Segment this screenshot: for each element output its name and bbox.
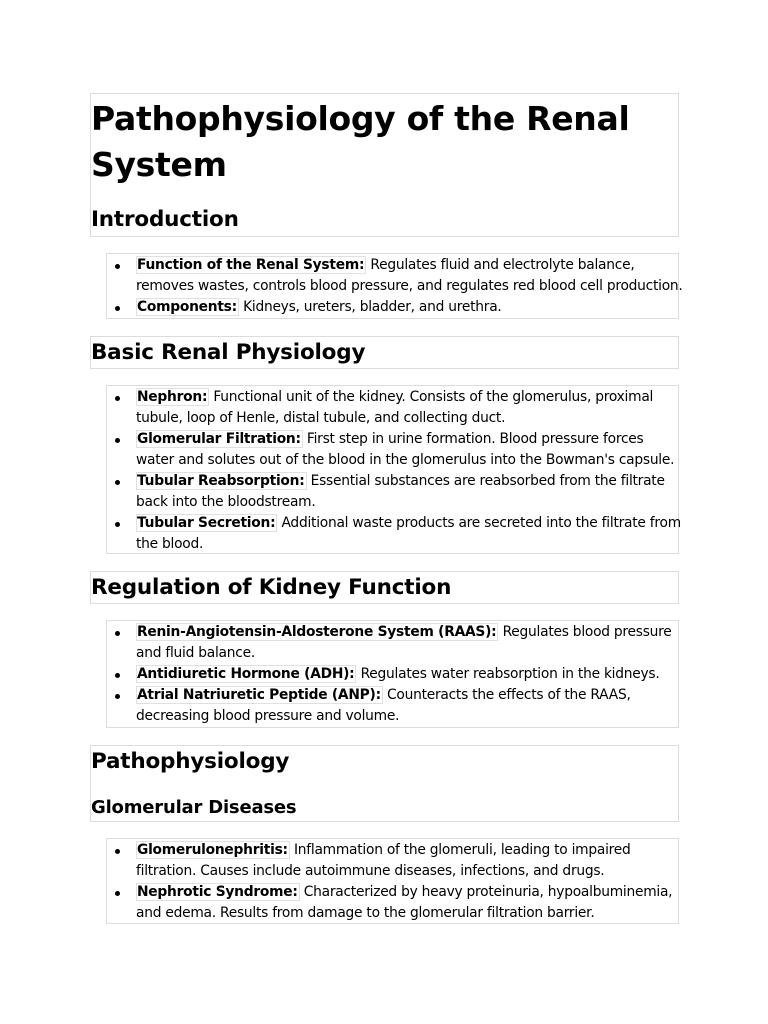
basic-heading: Basic Renal Physiology <box>91 340 366 365</box>
list-item-term: Nephrotic Syndrome: <box>137 884 298 900</box>
list-item-term: Antidiuretic Hormone (ADH): <box>137 666 355 682</box>
list-item-term: Function of the Renal System: <box>137 257 365 273</box>
list-item-text: Regulates water reabsorption in the kidneys. <box>360 666 660 682</box>
patho-heading: Pathophysiology <box>91 749 290 774</box>
glomerular-list <box>136 840 684 924</box>
page-title: Pathophysiology of the Renal System <box>91 99 630 184</box>
list-item-term: Tubular Reabsorption: <box>137 473 305 489</box>
list-item <box>136 513 684 555</box>
list-item <box>136 471 684 513</box>
list-item-term: Glomerulonephritis: <box>137 842 288 858</box>
list-item <box>136 840 684 882</box>
list-item-text: Inflammation of the glomeruli, leading to impaired filtration. Causes include autoimmune diseases, infections, and drugs. <box>136 842 631 879</box>
list-item <box>136 882 684 924</box>
intro-list <box>136 255 684 318</box>
list-item <box>136 685 684 727</box>
list-item-text: Regulates blood pressure and fluid balance. <box>136 624 672 661</box>
list-item <box>136 297 684 318</box>
basic-list <box>136 387 684 555</box>
list-item-text: Characterized by heavy proteinuria, hypoalbuminemia, and edema. Results from damage to the glomerular filtration barrier. <box>136 884 673 921</box>
list-item-term: Tubular Secretion: <box>137 515 276 531</box>
list-item-term: Atrial Natriuretic Peptide (ANP): <box>137 687 381 703</box>
list-item-text: Kidneys, ureters, bladder, and urethra. <box>243 299 502 315</box>
glomerular-diseases-heading: Glomerular Diseases <box>91 797 297 818</box>
list-item <box>136 622 684 664</box>
list-item-text: Additional waste products are secreted into the filtrate from the blood. <box>136 515 681 552</box>
list-item <box>136 429 684 471</box>
list-item <box>136 664 684 685</box>
list-item-text: First step in urine formation. Blood pressure forces water and solutes out of the blood in the glomerulus into the Bowman's capsule. <box>136 431 675 468</box>
list-item-term: Components: <box>137 299 237 315</box>
list-item <box>136 255 684 297</box>
regulation-heading: Regulation of Kidney Function <box>91 575 452 600</box>
list-item-term: Nephron: <box>137 389 208 405</box>
list-item-text: Functional unit of the kidney. Consists of the glomerulus, proximal tubule, loop of Henle, distal tubule, and collecting duct. <box>136 389 654 426</box>
list-item-term: Renin-Angiotensin-Aldosterone System (RAAS): <box>137 624 497 640</box>
list-item-text: Counteracts the effects of the RAAS, decreasing blood pressure and volume. <box>136 687 631 724</box>
list-item-term: Glomerular Filtration: <box>137 431 301 447</box>
list-item-text: Essential substances are reabsorbed from the filtrate back into the bloodstream. <box>136 473 665 510</box>
intro-heading: Introduction <box>91 207 239 232</box>
list-item-text: Regulates fluid and electrolyte balance, removes wastes, controls blood pressure, and regulates red blood cell production. <box>136 257 683 294</box>
regulation-list <box>136 622 684 727</box>
list-item <box>136 387 684 429</box>
